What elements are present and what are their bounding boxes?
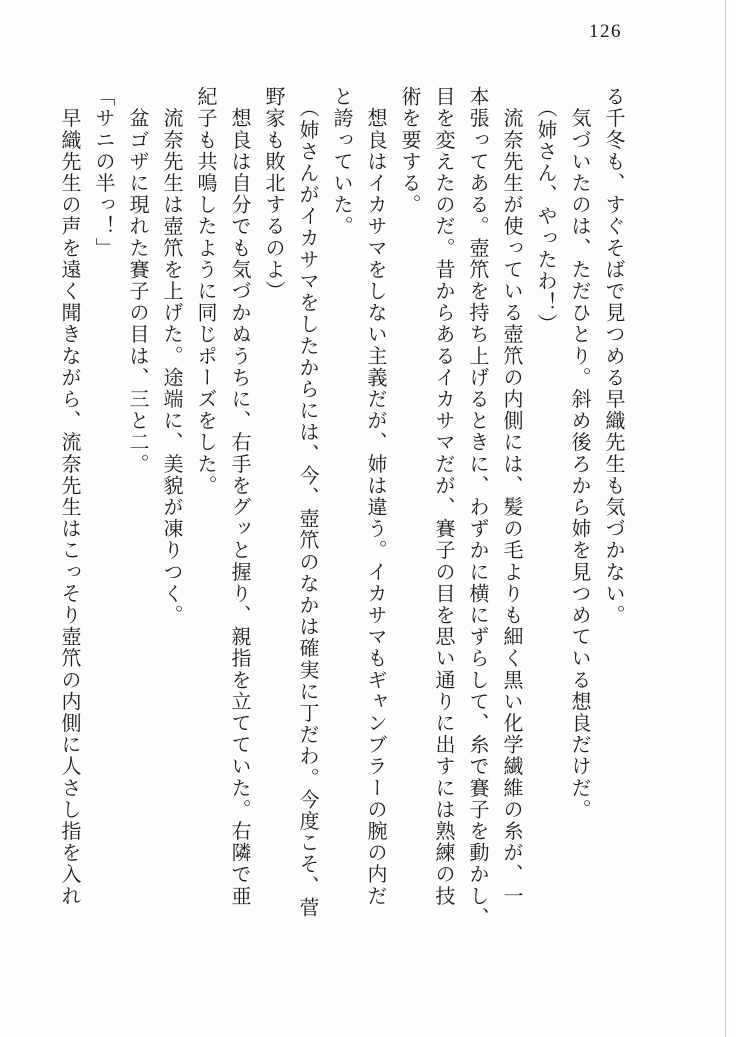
text-line: 「サニの半っ！」 — [92, 86, 114, 259]
text-line: と誇っていた。 — [330, 86, 352, 238]
text-line: 本張ってある。壺笊を持ち上げるときに、わずかに横にずらして、糸で賽子を動かし、 — [466, 86, 488, 929]
text-line: る千冬も、すぐそばで見つめる早織先生も気づかない。 — [602, 86, 624, 626]
page-edge-line — [725, 0, 726, 1037]
text-line: 野家も敗北するのよ） — [262, 86, 284, 302]
text-line: 想良は自分でも気づかぬうちに、右手をグッと握り、親指を立てていた。右隣で亜 — [228, 86, 250, 907]
text-line: 紀子も共鳴したように同じポーズをした。 — [194, 86, 216, 497]
text-line: （姉さん、やったわ！） — [534, 86, 556, 336]
text-line: 目を変えたのだ。昔からあるイカサマだが、賽子の目を思い通りに出すには熟練の技 — [432, 86, 454, 907]
text-line: 想良はイカサマをしない主義だが、姉は違う。イカサマもギャンブラーの腕の内だ — [364, 86, 386, 907]
text-line: 早織先生の声を遠く聞きながら、流奈先生はこっそり壺笊の内側に人さし指を入れ — [58, 86, 80, 907]
text-line: 流奈先生が使っている壺笊の内側には、髪の毛よりも細く黒い化学繊維の糸が、一 — [500, 86, 522, 907]
text-line: 流奈先生は壺笊を上げた。途端に、美貌が凍りつく。 — [160, 86, 182, 626]
text-line: 気づいたのは、ただひとり。斜め後ろから姉を見つめている想良だけだ。 — [568, 86, 590, 821]
text-line: 盆ゴザに現れた賽子の目は、三と二。 — [126, 86, 148, 475]
body-text — [52, 86, 630, 960]
page-number: 126 — [589, 21, 622, 42]
text-line: 術を要する。 — [398, 86, 420, 216]
text-line: （姉さんがイカサマをしたからには、今、壺笊のなかは確実に丁だわ。今度こそ、菅 — [296, 86, 318, 919]
